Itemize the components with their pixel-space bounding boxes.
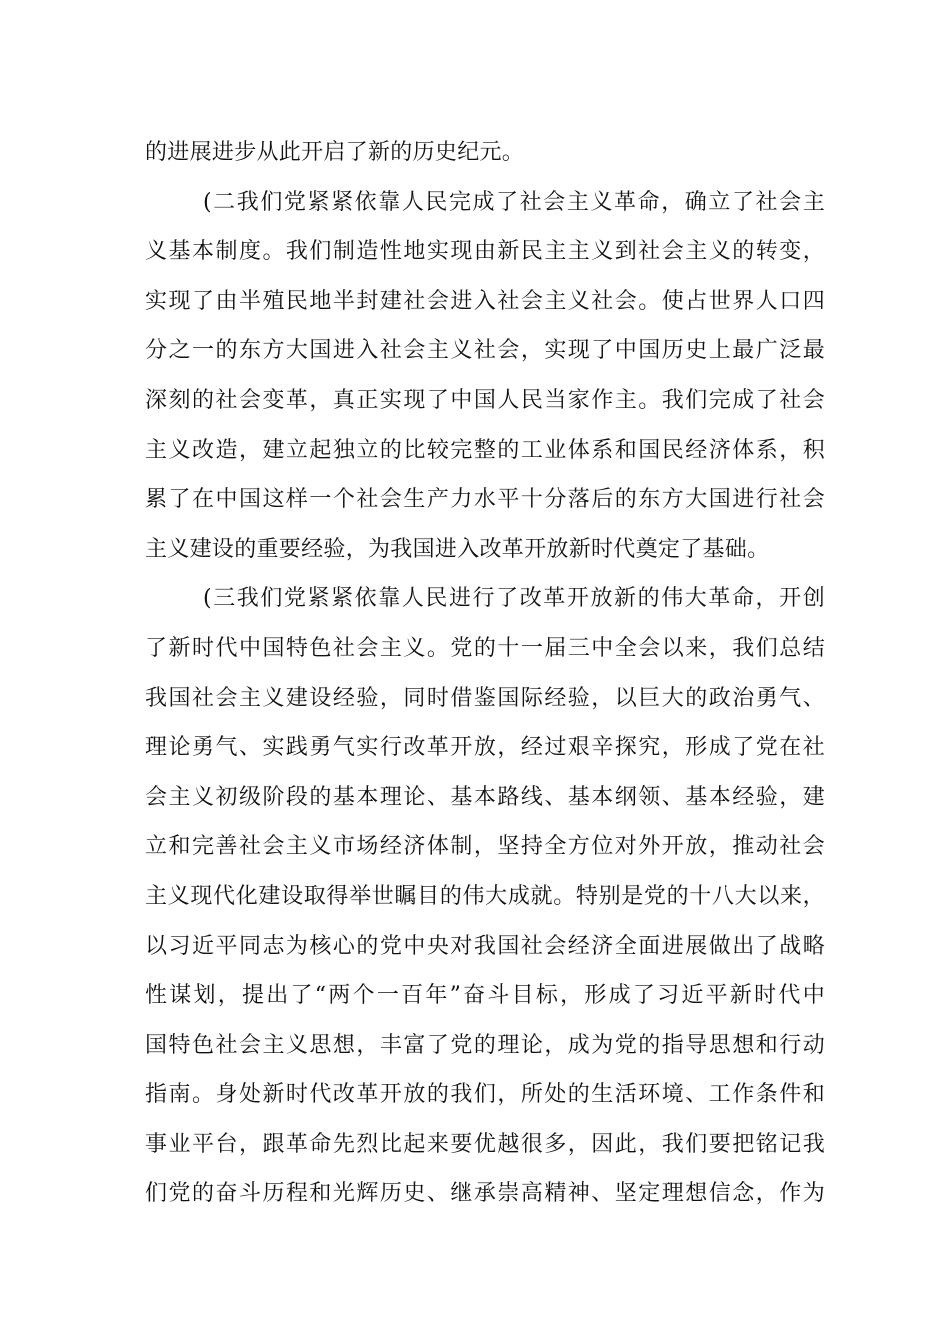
text-line-11: 了新时代中国特色社会主义。党的十一届三中全会以来，我们总结 [145,635,825,661]
text-line-12: 我国社会主义建设经验，同时借鉴国际经验，以巨大的政治勇气、 [145,685,825,711]
text-line-14: 会主义初级阶段的基本理论、基本路线、基本纲领、基本经验，建 [145,784,825,810]
text-line-2-paragraph-start: (二我们党紧紧依靠人民完成了社会主义革命，确立了社会主 [203,189,825,215]
text-line-21: 事业平台，跟革命先烈比起来要优越很多，因此，我们要把铭记我 [145,1131,825,1157]
text-line-20: 指南。身处新时代改革开放的我们，所处的生活环境、工作条件和 [145,1082,825,1108]
text-line-16: 主义现代化建设取得举世瞩目的伟大成就。特别是党的十八大以来， [145,883,825,909]
text-line-17: 以习近平同志为核心的党中央对我国社会经济全面进展做出了战略 [145,933,825,959]
text-line-22: 们党的奋斗历程和光辉历史、继承崇高精神、坚定理想信念，作为 [145,1181,825,1207]
text-line-15: 立和完善社会主义市场经济体制，坚持全方位对外开放，推动社会 [145,834,825,860]
text-line-5: 分之一的东方大国进入社会主义社会，实现了中国历史上最广泛最 [145,338,825,364]
text-line-7: 主义改造，建立起独立的比较完整的工业体系和国民经济体系，积 [145,437,825,463]
text-line-4: 实现了由半殖民地半封建社会进入社会主义社会。使占世界人口四 [145,288,825,314]
text-line-6: 深刻的社会变革，真正实现了中国人民当家作主。我们完成了社会 [145,387,825,413]
text-line-9: 主义建设的重要经验，为我国进入改革开放新时代奠定了基础。 [145,536,770,562]
text-line-18: 性谋划，提出了“两个一百年”奋斗目标，形成了习近平新时代中 [145,983,825,1009]
text-line-3: 义基本制度。我们制造性地实现由新民主主义到社会主义的转变， [145,239,825,265]
text-line-1: 的进展进步从此开启了新的历史纪元。 [145,140,525,165]
text-line-8: 累了在中国这样一个社会生产力水平十分落后的东方大国进行社会 [145,487,825,513]
text-line-19: 国特色社会主义思想，丰富了党的理论，成为党的指导思想和行动 [145,1032,825,1058]
text-line-13: 理论勇气、实践勇气实行改革开放，经过艰辛探究，形成了党在社 [145,735,825,761]
body-text [145,128,825,1219]
text-line-10-paragraph-start: (三我们党紧紧依靠人民进行了改革开放新的伟大革命，开创 [203,586,825,612]
